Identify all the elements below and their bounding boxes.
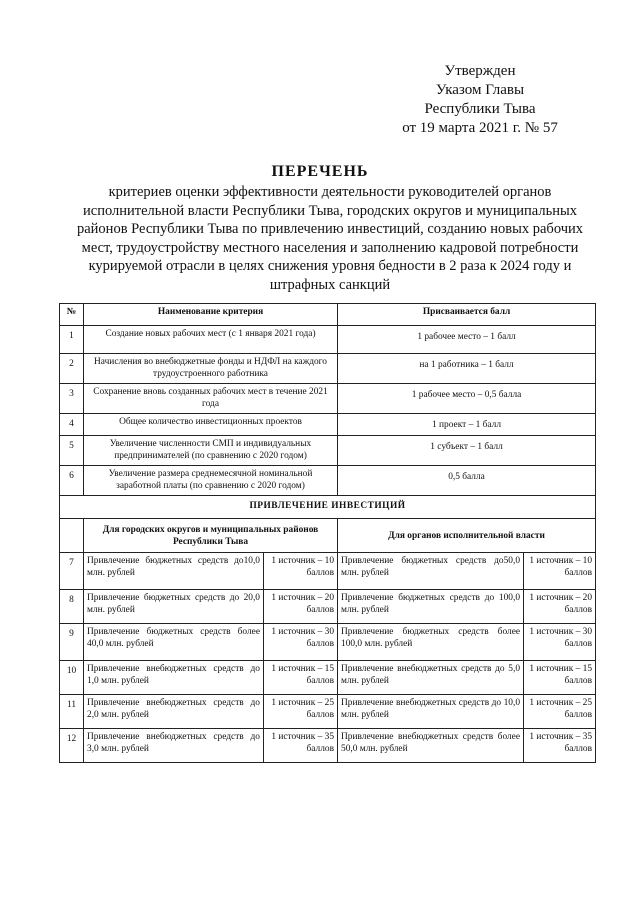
row-number: 8 (60, 590, 84, 624)
municipal-criterion-cell: Привлечение внебюджетных средств до 2,0 млн. рублей (84, 695, 264, 729)
executive-criterion-cell: Привлечение внебюджетных средств до 5,0 млн. рублей (338, 661, 524, 695)
table-row (60, 624, 596, 661)
table-row (60, 695, 596, 729)
row-number: 2 (60, 354, 84, 384)
row-number: 7 (60, 553, 84, 590)
document-title: ПЕРЕЧЕНЬ (271, 163, 369, 180)
header-criterion: Наименование критерия (84, 304, 338, 326)
approval-stamp (380, 62, 580, 138)
executive-criterion-cell: Привлечение бюджетных средств до 100,0 млн. рублей (338, 590, 524, 624)
table-row (60, 466, 596, 496)
municipal-criterion-cell: Привлечение бюджетных средств до10,0 млн. рублей (84, 553, 264, 590)
subheader-executive: Для органов исполнительной власти (338, 519, 596, 553)
header-score: Присваивается балл (338, 304, 596, 326)
subheader-municipal: Для городских округов и муниципальных районов Республики Тыва (84, 519, 338, 553)
table-row (60, 553, 596, 590)
municipal-points-cell: 1 источник – 30 баллов (264, 624, 338, 661)
executive-criterion-cell: Привлечение бюджетных средств до50,0 млн. рублей (338, 553, 524, 590)
document-subtitle: критериев оценки эффективности деятельности руководителей органов исполнительной власти Республики Тыва, городских округов и муниципальных районов Республики Тыва по привлечению инвестиций, созданию новых рабочих мест, трудоустройству местного населения и заполнению кадровой потребности курируемой отрасли в целях снижения уровня бедности в 2 раза к 2024 году и штрафных санкций (76, 184, 583, 293)
criterion-cell: Увеличение численности СМП и индивидуальных предпринимателей (по сравнению с 2020 годом) (84, 436, 338, 466)
criterion-cell: Увеличение размера среднемесячной номинальной заработной платы (по сравнению с 2020 годом) (84, 466, 338, 496)
municipal-points-cell: 1 источник – 20 баллов (264, 590, 338, 624)
row-number: 11 (60, 695, 84, 729)
table-row (60, 729, 596, 763)
score-cell: 0,5 балла (338, 466, 596, 496)
row-number: 6 (60, 466, 84, 496)
executive-points-cell: 1 источник – 15 баллов (524, 661, 596, 695)
empty-cell (60, 519, 84, 553)
table-row (60, 661, 596, 695)
table-row (60, 326, 596, 354)
executive-points-cell: 1 источник – 10 баллов (524, 553, 596, 590)
criterion-cell: Начисления во внебюджетные фонды и НДФЛ на каждого трудоустроенного работника (84, 354, 338, 384)
executive-points-cell: 1 источник – 35 баллов (524, 729, 596, 763)
executive-criterion-cell: Привлечение бюджетных средств более 100,0 млн. рублей (338, 624, 524, 661)
municipal-criterion-cell: Привлечение бюджетных средств более 40,0 млн. рублей (84, 624, 264, 661)
row-number: 1 (60, 326, 84, 354)
criterion-cell: Создание новых рабочих мест (с 1 января 2021 года) (84, 326, 338, 354)
row-number: 9 (60, 624, 84, 661)
executive-criterion-cell: Привлечение внебюджетных средств до 10,0 млн. рублей (338, 695, 524, 729)
criterion-cell: Общее количество инвестиционных проектов (84, 414, 338, 436)
approval-line: Республики Тыва (424, 101, 536, 117)
section-row (60, 496, 596, 519)
criterion-cell: Сохранение вновь созданных рабочих мест в течение 2021 года (84, 384, 338, 414)
municipal-points-cell: 1 источник – 25 баллов (264, 695, 338, 729)
row-number: 4 (60, 414, 84, 436)
executive-points-cell: 1 источник – 20 баллов (524, 590, 596, 624)
executive-points-cell: 1 источник – 25 баллов (524, 695, 596, 729)
municipal-criterion-cell: Привлечение внебюджетных средств до 3,0 млн. рублей (84, 729, 264, 763)
municipal-criterion-cell: Привлечение бюджетных средств до 20,0 млн. рублей (84, 590, 264, 624)
table-row (60, 414, 596, 436)
executive-points-cell: 1 источник – 30 баллов (524, 624, 596, 661)
score-cell: 1 рабочее место – 0,5 балла (338, 384, 596, 414)
approval-line: Утвержден (444, 63, 516, 79)
subheader-row (60, 519, 596, 553)
municipal-points-cell: 1 источник – 35 баллов (264, 729, 338, 763)
table-header-row (60, 304, 596, 326)
approval-line: Указом Главы (435, 82, 525, 98)
criteria-table (59, 303, 596, 763)
score-cell: 1 рабочее место – 1 балл (338, 326, 596, 354)
table-row (60, 436, 596, 466)
approval-line: от 19 марта 2021 г. № 57 (402, 120, 558, 136)
table-row (60, 590, 596, 624)
header-num: № (60, 304, 84, 326)
score-cell: 1 субъект – 1 балл (338, 436, 596, 466)
score-cell: 1 проект – 1 балл (338, 414, 596, 436)
row-number: 12 (60, 729, 84, 763)
executive-criterion-cell: Привлечение внебюджетных средств более 50,0 млн. рублей (338, 729, 524, 763)
municipal-points-cell: 1 источник – 10 баллов (264, 553, 338, 590)
row-number: 10 (60, 661, 84, 695)
score-cell: на 1 работника – 1 балл (338, 354, 596, 384)
row-number: 5 (60, 436, 84, 466)
row-number: 3 (60, 384, 84, 414)
section-title: ПРИВЛЕЧЕНИЕ ИНВЕСТИЦИЙ (60, 496, 596, 519)
table-row (60, 384, 596, 414)
municipal-points-cell: 1 источник – 15 баллов (264, 661, 338, 695)
table-row (60, 354, 596, 384)
municipal-criterion-cell: Привлечение внебюджетных средств до 1,0 млн. рублей (84, 661, 264, 695)
